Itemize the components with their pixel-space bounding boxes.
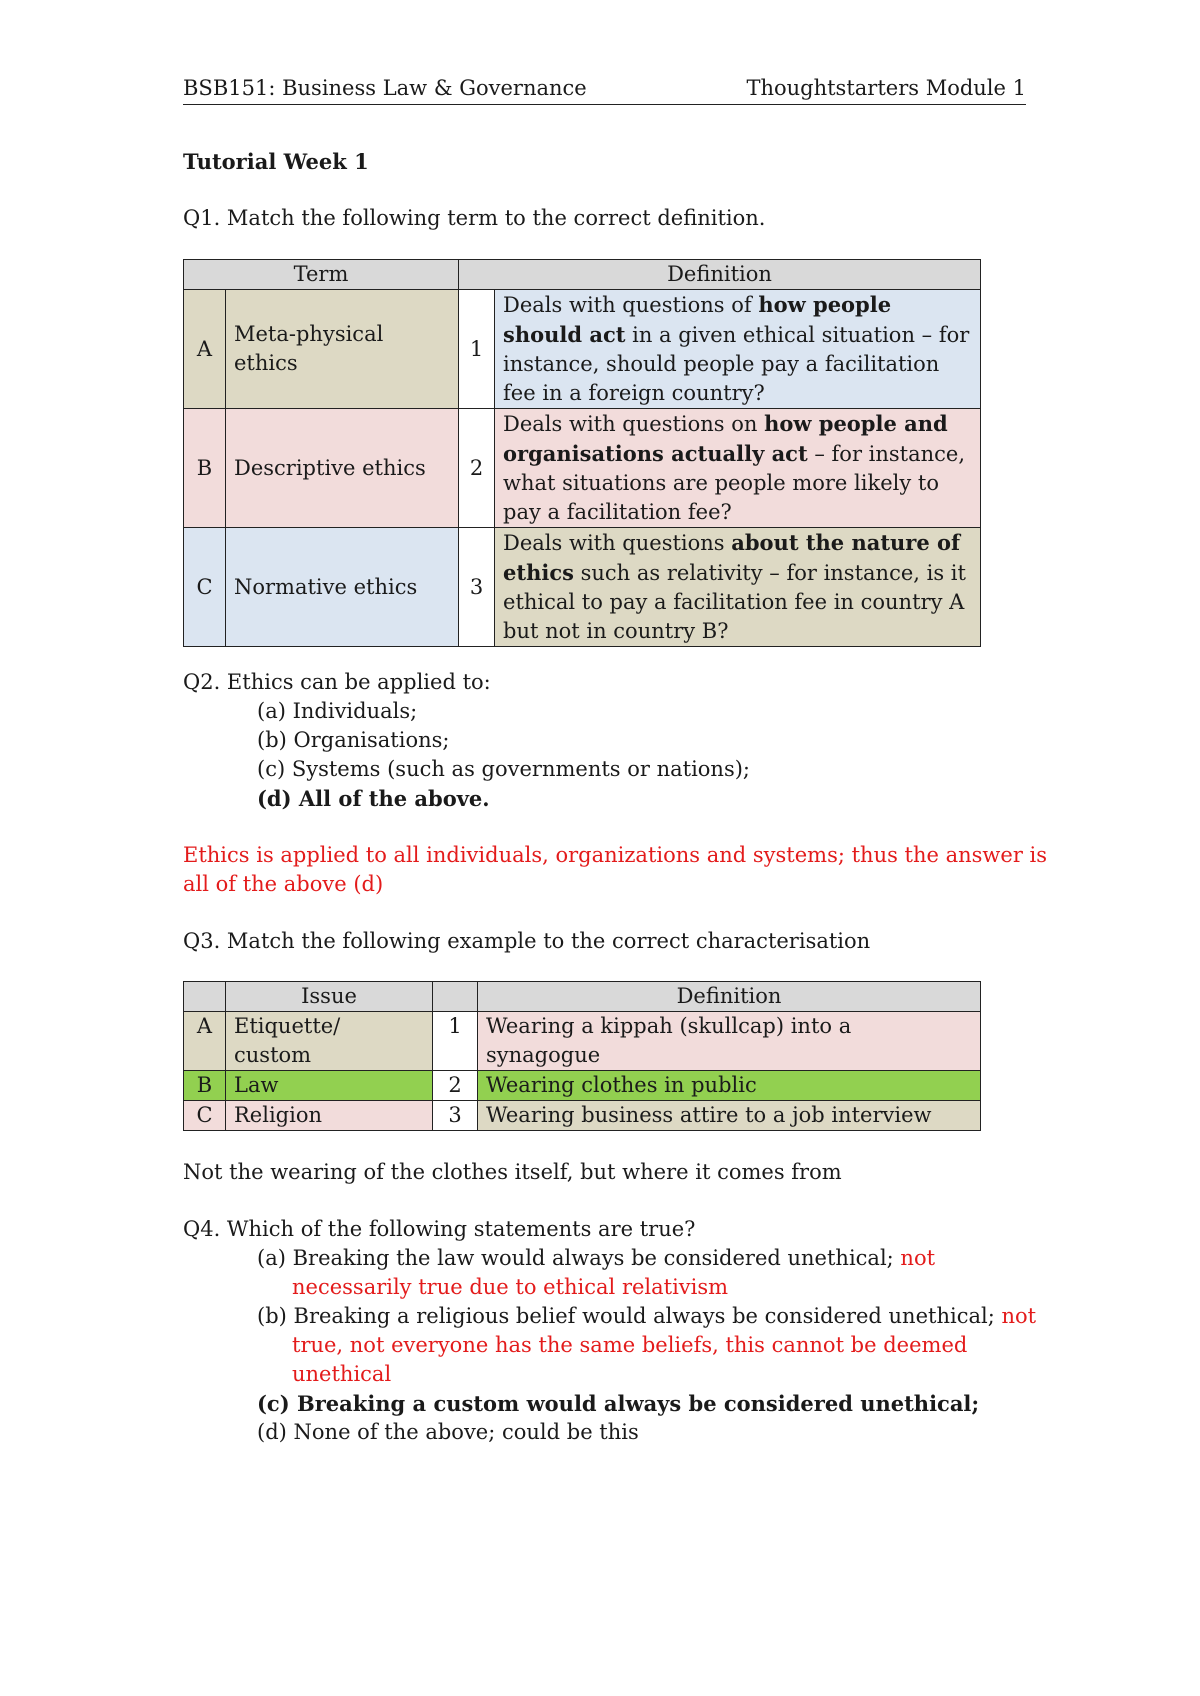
- q3-question: Q3. Match the following example to the correct characterisation: [183, 929, 871, 953]
- q4-option-b-comment: unethical: [292, 1362, 392, 1386]
- definition-text: Deals with questions: [503, 531, 732, 555]
- issue-cell: Law: [226, 1071, 433, 1101]
- option-comment: not: [1001, 1304, 1037, 1328]
- definition-text: Deals with questions of: [503, 293, 759, 317]
- page-header: [183, 74, 1026, 105]
- definition-text: – for instance, what situations are people more likely to pay a facilitation fee?: [503, 442, 966, 524]
- q2-option-a: [257, 697, 417, 726]
- option-text: Breaking a religious belief would always be considered unethical;: [293, 1304, 995, 1328]
- option-label: (b): [257, 1304, 287, 1328]
- q2-option-c: [257, 755, 750, 784]
- module-title: Thoughtstarters Module 1: [746, 76, 1026, 100]
- term-cell: Descriptive ethics: [226, 409, 459, 528]
- course-title: BSB151: Business Law & Governance: [183, 76, 587, 100]
- q2-answer-line-1: Ethics is applied to all individuals, organizations and systems; thus the answer is: [183, 843, 1048, 867]
- q2-question: Q2. Ethics can be applied to:: [183, 670, 491, 694]
- page-title: Tutorial Week 1: [183, 149, 369, 174]
- q2-option-b: [257, 726, 449, 755]
- q3-definition-header: Definition: [478, 982, 981, 1012]
- q4-option-c: [257, 1389, 979, 1418]
- option-text: None of the above; could be this: [293, 1420, 639, 1444]
- issue-text: Etiquette/: [234, 1014, 341, 1038]
- option-text: All of the above.: [298, 786, 490, 811]
- definition-cell: [495, 290, 981, 409]
- table-row: [184, 409, 981, 528]
- option-text: Organisations;: [293, 728, 450, 752]
- table-row: [184, 290, 981, 409]
- q3-header-row: [184, 982, 981, 1012]
- row-letter: B: [184, 409, 226, 528]
- option-label: (d): [257, 786, 292, 811]
- definition-text: in a given ethical situation – for instance, should people pay a facilitation fee in a foreign country?: [503, 323, 970, 405]
- table-row: [184, 1012, 981, 1071]
- q1-table: [183, 259, 981, 647]
- q2-option-d: [257, 784, 490, 813]
- issue-text: custom: [234, 1043, 312, 1067]
- definition-text: Deals with questions on: [503, 412, 765, 436]
- q4-option-b: [257, 1302, 1036, 1331]
- empty-header-cell: [433, 982, 478, 1012]
- definition-cell: Wearing a kippah (skullcap) into a synagogue: [478, 1012, 981, 1071]
- table-row: [184, 1071, 981, 1101]
- q4-option-b-comment: true, not everyone has the same beliefs, this cannot be deemed: [292, 1333, 968, 1357]
- definition-text: such as relativity – for instance, is it ethical to pay a facilitation fee in country A but not in country B?: [503, 561, 966, 643]
- q3-note: Not the wearing of the clothes itself, but where it comes from: [183, 1160, 842, 1184]
- definition-cell: [495, 409, 981, 528]
- option-comment: not: [900, 1246, 936, 1270]
- term-cell: Normative ethics: [226, 528, 459, 647]
- definition-bold: how people and organisations actually act: [503, 411, 948, 466]
- table-row: [184, 528, 981, 647]
- row-letter: C: [184, 528, 226, 647]
- option-label: (a): [257, 699, 286, 723]
- option-label: (c): [257, 1391, 290, 1416]
- option-label: (c): [257, 757, 286, 781]
- q1-question: Q1. Match the following term to the correct definition.: [183, 206, 766, 230]
- empty-header-cell: [184, 982, 226, 1012]
- q3-issue-header: Issue: [226, 982, 433, 1012]
- option-label: (d): [257, 1420, 287, 1444]
- q1-definition-header: Definition: [459, 260, 981, 290]
- row-letter: A: [184, 290, 226, 409]
- term-cell: Meta-physical ethics: [226, 290, 459, 409]
- option-text: Systems (such as governments or nations);: [291, 757, 750, 781]
- option-label: (a): [257, 1246, 286, 1270]
- option-text: Breaking the law would always be considered unethical;: [292, 1246, 894, 1270]
- q3-table: [183, 981, 981, 1131]
- row-letter: C: [184, 1101, 226, 1131]
- table-row: [184, 1101, 981, 1131]
- q1-term-header: Term: [184, 260, 459, 290]
- definition-cell: Wearing clothes in public: [478, 1071, 981, 1101]
- row-number: 3: [459, 528, 495, 647]
- row-number: 3: [433, 1101, 478, 1131]
- option-label: (b): [257, 728, 287, 752]
- q4-option-a: [257, 1244, 935, 1273]
- row-number: 1: [433, 1012, 478, 1071]
- row-letter: B: [184, 1071, 226, 1101]
- option-text: Breaking a custom would always be considered unethical;: [296, 1391, 980, 1416]
- row-number: 1: [459, 290, 495, 409]
- q4-option-d: [257, 1418, 639, 1447]
- option-text: Individuals;: [292, 699, 418, 723]
- definition-bold: about the nature of ethics: [503, 530, 961, 585]
- q4-option-a-comment: necessarily true due to ethical relativism: [292, 1275, 729, 1299]
- issue-cell: Religion: [226, 1101, 433, 1131]
- q4-question: Q4. Which of the following statements are true?: [183, 1217, 696, 1241]
- q2-answer-line-2: all of the above (d): [183, 872, 384, 896]
- q1-header-row: [184, 260, 981, 290]
- issue-cell: [226, 1012, 433, 1071]
- row-number: 2: [459, 409, 495, 528]
- row-letter: A: [184, 1012, 226, 1071]
- row-number: 2: [433, 1071, 478, 1101]
- definition-bold: how people should act: [503, 292, 892, 347]
- definition-cell: [495, 528, 981, 647]
- definition-cell: Wearing business attire to a job interview: [478, 1101, 981, 1131]
